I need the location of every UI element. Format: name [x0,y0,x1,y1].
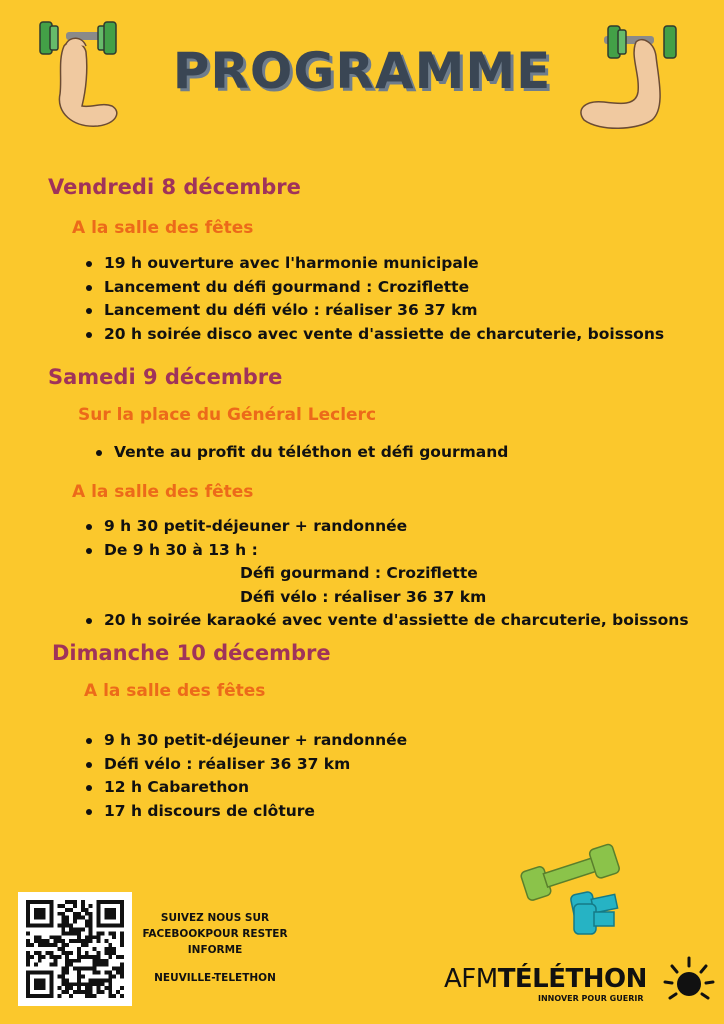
qr-code-icon [26,900,124,998]
afm-telethon-logo [444,958,716,1014]
list-item: 12 h Cabarethon [86,776,407,800]
list-subitem: Défi vélo : réaliser 36 37 km [240,587,487,606]
list-item: 9 h 30 petit-déjeuner + randonnée [86,729,407,753]
event-list [96,441,508,465]
list-item: 19 h ouverture avec l'harmonie municipale [86,252,664,276]
qr-code[interactable] [18,892,132,1006]
list-item: De 9 h 30 à 13 h : [86,539,689,563]
list-item: Vente au profit du téléthon et défi gourmand [96,441,508,465]
list-subitem: Défi gourmand : Croziflette [240,564,478,582]
facebook-page-name: NEUVILLE-TELETHON [154,972,276,984]
list-item: Défi vélo : réaliser 36 37 km [86,753,407,777]
follow-line: FACEBOOKPOUR RESTER [142,928,288,940]
event-list [86,729,407,823]
venue-heading: Sur la place du Général Leclerc [78,405,377,425]
list-item: 17 h discours de clôture [86,800,407,824]
logo-tagline: INNOVER POUR GUERIR [538,994,644,1003]
list-item: Lancement du défi vélo : réaliser 36 37 km [86,299,664,323]
logo-telethon: TÉLÉTHON [497,964,647,994]
event-list [86,252,664,346]
follow-text [140,910,290,958]
day-heading: Vendredi 8 décembre [48,175,301,199]
day-heading: Samedi 9 décembre [48,365,283,389]
logo-wordmark [444,964,647,994]
venue-heading: A la salle des fêtes [84,681,266,701]
flexed-arm-dumbbell-icon [574,16,684,136]
venue-heading: A la salle des fêtes [72,482,254,502]
day-heading: Dimanche 10 décembre [52,641,331,665]
list-item: 20 h soirée karaoké avec vente d'assiette de charcuterie, boissons [86,609,689,633]
list-item: Lancement du défi gourmand : Croziflette [86,276,664,300]
follow-line: SUIVEZ NOUS SUR [160,912,270,924]
event-list [86,515,689,633]
logo-afm: AFM [444,964,498,994]
page-title: PROGRAMME [172,42,552,100]
list-item: 20 h soirée disco avec vente d'assiette de charcuterie, boissons [86,323,664,347]
list-item: 9 h 30 petit-déjeuner + randonnée [86,515,689,539]
sun-icon [662,954,716,1008]
venue-heading: A la salle des fêtes [72,218,254,238]
flexed-arm-dumbbell-icon [36,16,126,136]
dumbbell-icon [518,842,628,942]
follow-line: INFORME [187,944,243,956]
